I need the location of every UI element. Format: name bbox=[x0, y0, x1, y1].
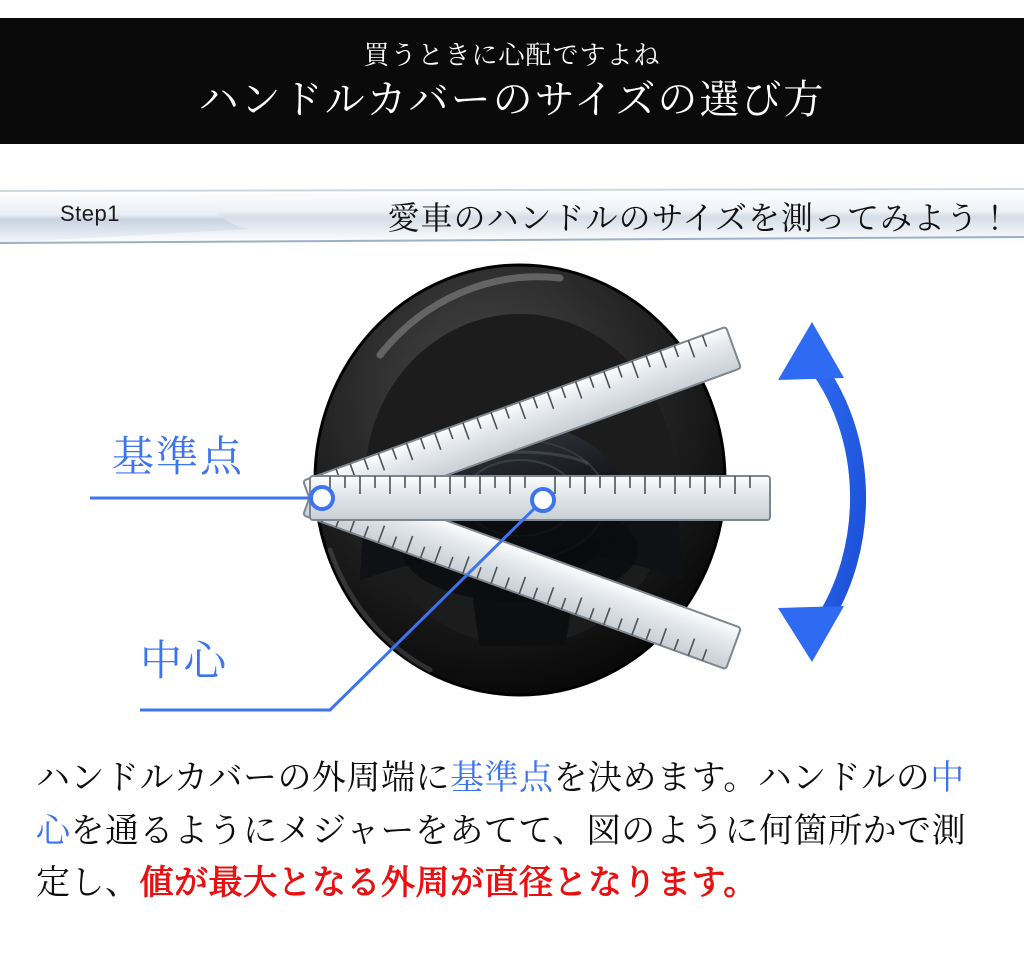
step-bar bbox=[0, 185, 1024, 247]
step-label: Step1 bbox=[60, 201, 120, 226]
caption-part1: ハンドルカバーの外周端に bbox=[36, 759, 450, 797]
caption-part2: を決めます。ハンドルの bbox=[553, 759, 931, 797]
caption-part3: を通るようにメジャーをあてて、図のように何箇所か bbox=[70, 811, 898, 850]
caption-part4: で測定し、 bbox=[36, 811, 967, 903]
step-headline: 愛車のハンドルのサイズを測ってみよう！ bbox=[387, 200, 1012, 236]
caption-highlight-center: 中心 bbox=[36, 759, 965, 850]
steering-wheel-diagram bbox=[0, 250, 1024, 740]
caption-highlight-reference-point: 基準点 bbox=[450, 759, 554, 797]
page-header bbox=[0, 18, 1024, 144]
rotation-arrow-icon bbox=[778, 322, 858, 662]
reference-point-marker bbox=[311, 487, 333, 509]
page-title: ハンドルカバーのサイズの選び方 bbox=[198, 78, 826, 122]
caption-paragraph bbox=[36, 752, 996, 910]
label-reference-point: 基準点 bbox=[112, 433, 245, 480]
label-center: 中心 bbox=[140, 637, 229, 684]
caption-highlight-max: 値が最大となる外周が直径となります。 bbox=[139, 864, 758, 903]
center-point-marker bbox=[532, 489, 554, 511]
header-subtitle: 買うときに心配ですよね bbox=[363, 40, 661, 70]
